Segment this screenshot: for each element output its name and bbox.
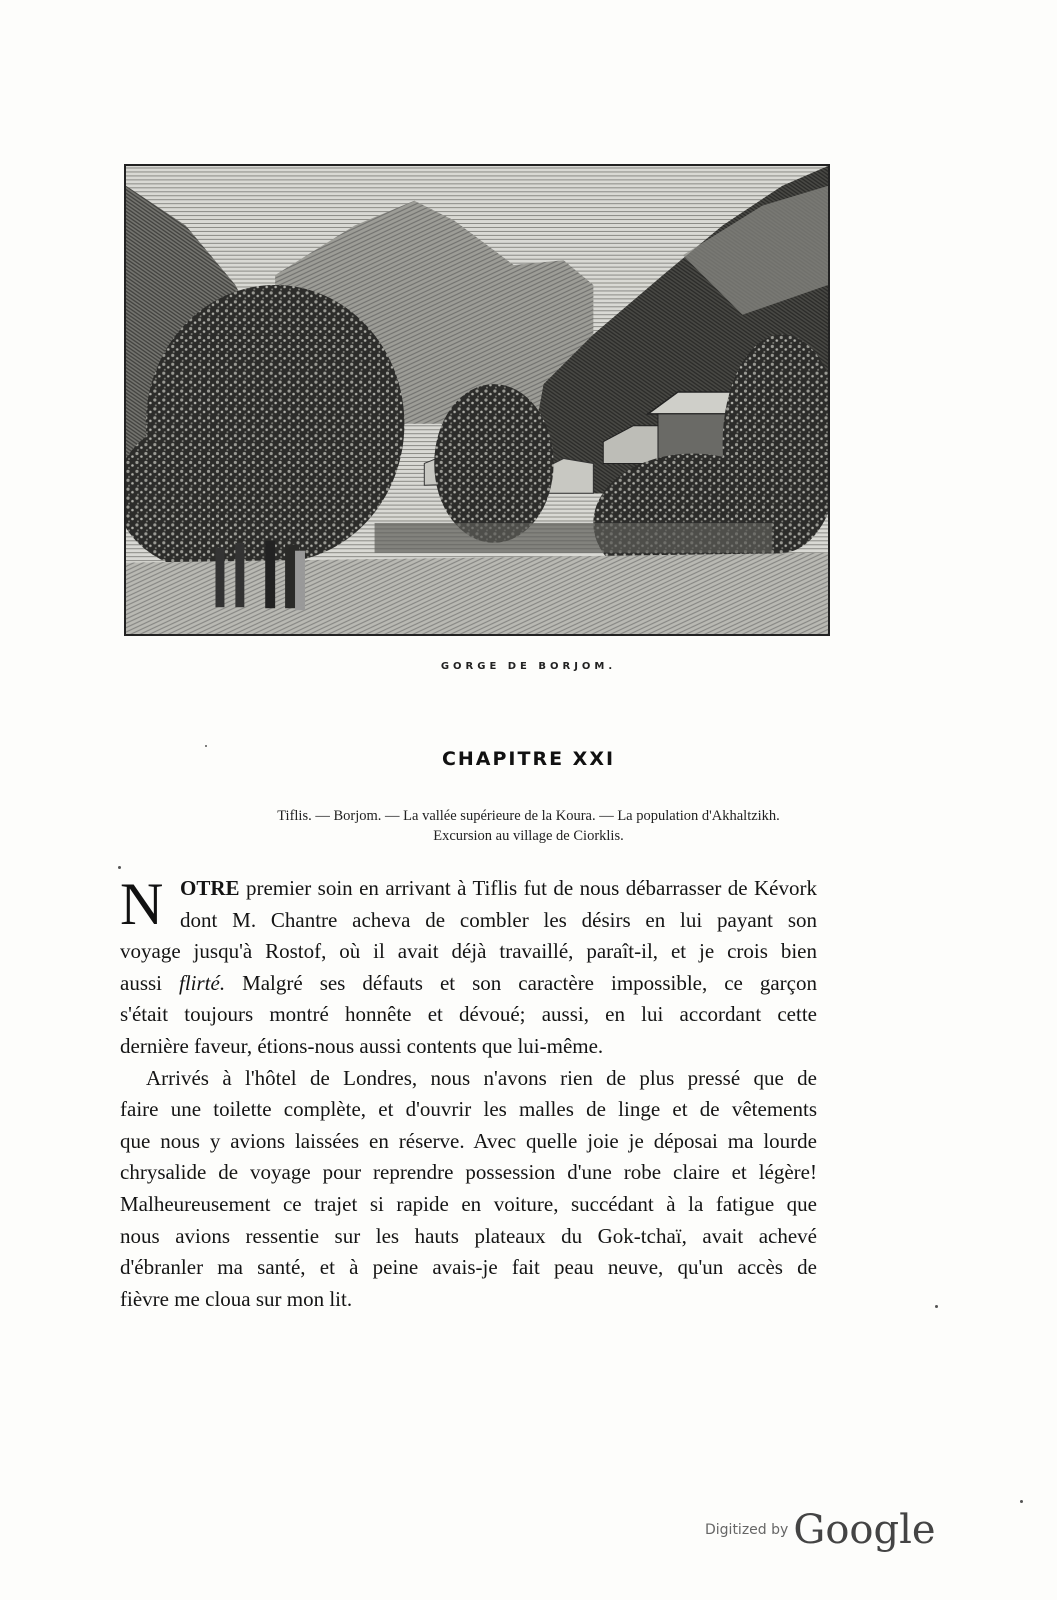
text-line: dont M. Chantre acheva de combler les désirs en lui payant son: [180, 907, 817, 932]
text-line: nous avions ressentie sur les hauts plateaux du Gok-tchaï, avait achevé: [120, 1223, 817, 1248]
chapter-title: CHAPITRE XXI: [441, 748, 616, 770]
illustration-caption: GORGE DE BORJOM.: [440, 661, 617, 672]
italic-word: flirté.: [178, 970, 226, 995]
text-line: Arrivés à l'hôtel de Londres, nous n'avons rien de plus pressé que de: [146, 1065, 817, 1090]
text-line: s'était toujours montré honnête et dévoué; aussi, en lui accordant cette: [120, 1002, 817, 1027]
paper-speck: [935, 1305, 938, 1308]
paper-speck: [1020, 1500, 1023, 1503]
first-word-smallcaps: OTRE: [180, 876, 240, 900]
chapter-summary: [150, 806, 907, 846]
drop-cap: N: [120, 871, 164, 937]
text-line: voyage jusqu'à Rostof, où il avait déjà travaillé, paraît-il, et je crois bien: [120, 939, 817, 964]
text-line: faire une toilette complète, et d'ouvrir les malles de linge et de vêtements: [120, 1097, 817, 1122]
engraving-gorge-de-borjom: [124, 164, 830, 636]
text-line: Malheureusement ce trajet si rapide en voiture, succédant à la fatigue que: [120, 1191, 817, 1216]
text-line: fièvre me cloua sur mon lit.: [120, 1286, 353, 1311]
chapter-summary-line: Excursion au village de Ciorklis.: [433, 828, 624, 844]
text-line: d'ébranler ma santé, et à peine avais-je fait peau neuve, qu'un accès de: [120, 1255, 817, 1280]
google-logo: Google: [793, 1507, 936, 1553]
text-line: OTRE premier soin en arrivant à Tiflis fut de nous débarrasser de Kévork: [180, 876, 818, 900]
text-line: que nous y avions laissées en réserve. Avec quelle joie je déposai ma lourde: [120, 1128, 817, 1153]
digitized-by-google-watermark: [705, 1507, 936, 1553]
engraving-illustration: [126, 166, 828, 634]
text-line: chrysalide de voyage pour reprendre possession d'une robe claire et légère!: [120, 1160, 817, 1185]
text-line: dernière faveur, étions-nous aussi contents que lui-même.: [120, 1033, 604, 1058]
digitized-by-label: Digitized by: [705, 1522, 789, 1538]
body-text: [120, 873, 817, 1315]
paper-speck: [205, 745, 207, 747]
chapter-summary-line: Tiflis. — Borjom. — La vallée supérieure de la Koura. — La population d'Akhaltzikh.: [277, 808, 780, 824]
text-line: aussi flirté. Malgré ses défauts et son caractère impossible, ce garçon: [120, 970, 817, 995]
paper-speck: [118, 866, 121, 869]
